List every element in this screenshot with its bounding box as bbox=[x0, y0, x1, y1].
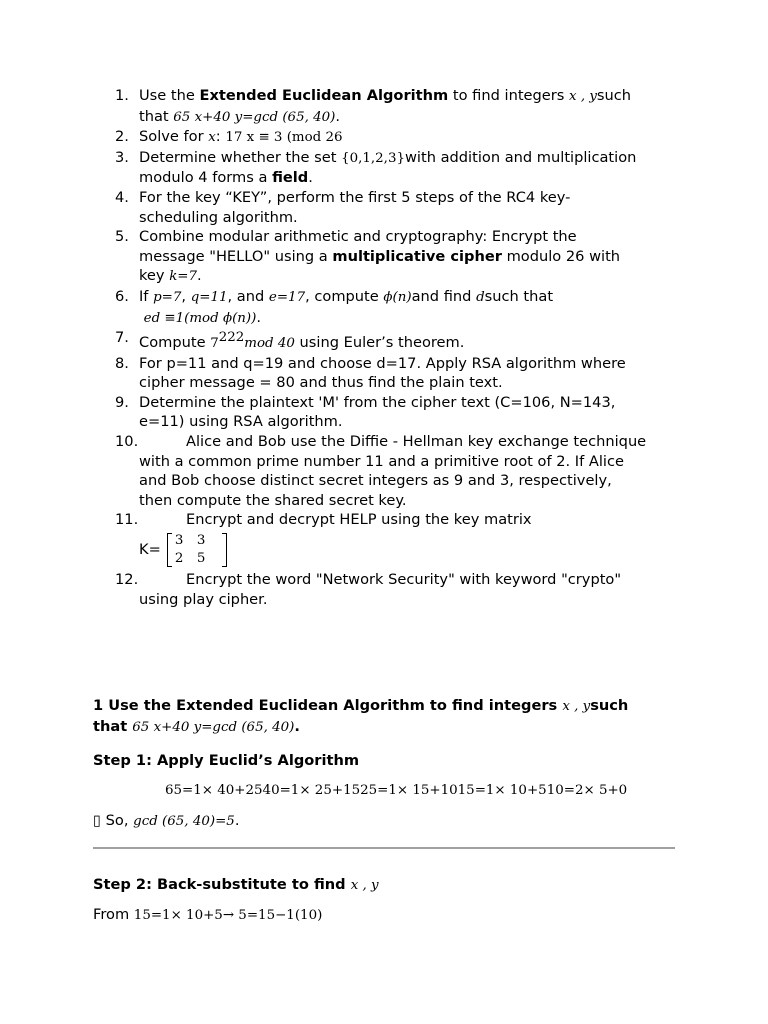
question-list bbox=[0, 86, 768, 609]
question-6: 6. If p=7, q=11, and e=17, compute ϕ(n)and find dsuch that ed ≡1(mod ϕ(n)). bbox=[115, 287, 554, 326]
divider bbox=[93, 847, 675, 849]
question-8: 8. For p=11 and q=19 and choose d=17. Apply RSA algorithm where cipher message = 80 and thus find the plain text. bbox=[115, 354, 626, 392]
question-7: 7. Compute $7^{222}mod$ 40 using Euler’s theorem. bbox=[115, 329, 465, 351]
euclid-equation: 65=1× 40+2540=1× 25+1525=1× 15+1015=1× 10+510=2× 5+0 bbox=[165, 783, 628, 798]
back-substitution: From 15=1× 10+5→ 5=15−1(10) bbox=[93, 906, 323, 923]
question-10: 10. Alice and Bob use the Diffie - Hellman key exchange technique with a common prime number 11 and a primitive root of 2. If Alice and Bob choose distinct secret integers as 9 and 3, respectively, then compute the shared secret key. bbox=[115, 432, 647, 509]
question-4: 4. For the key “KEY”, perform the first 5 steps of the RC4 key- scheduling algorithm. bbox=[115, 188, 571, 226]
step-1-heading: Step 1: Apply Euclid’s Algorithm bbox=[93, 752, 360, 769]
question-2: 2. Solve for x: 17 x ≡ 3 (mod 26 bbox=[115, 128, 343, 146]
question-3: 3. Determine whether the set {0,1,2,3}with addition and multiplication modulo 4 forms a field. bbox=[115, 148, 637, 187]
solution-title: 1 Use the Extended Euclidean Algorithm to find integers x , ysuch that 65 x+40 y=gcd (65, 40). bbox=[93, 697, 629, 735]
check-icon: ▯ bbox=[93, 812, 102, 829]
question-1: 1. Use the Extended Euclidean Algorithm to find integers x , ysuch that 65 x+40 y=gcd (65, 40). bbox=[115, 87, 632, 125]
question-5: 5. Combine modular arithmetic and cryptography: Encrypt the message "HELLO" using a multiplicative cipher modulo 26 with key k=7. bbox=[115, 228, 621, 285]
step-2-heading: Step 2: Back-substitute to find x , y bbox=[93, 876, 379, 893]
question-12: 12. Encrypt the word "Network Security" with keyword "crypto" using play cipher. bbox=[115, 570, 622, 608]
gcd-result: ▯ So, gcd (65, 40)=5. bbox=[93, 812, 240, 829]
solution-section bbox=[93, 696, 683, 923]
question-11: 11. Encrypt and decrypt HELP using the key matrix K= 3 3 2 5 bbox=[0, 510, 679, 570]
question-9: 9. Determine the plaintext 'M' from the cipher text (C=106, N=143, e=11) using RSA algorithm. bbox=[115, 393, 616, 431]
matrix-brackets: 3 3 2 5 bbox=[167, 532, 227, 568]
key-matrix: K= 3 3 2 5 bbox=[139, 530, 679, 570]
